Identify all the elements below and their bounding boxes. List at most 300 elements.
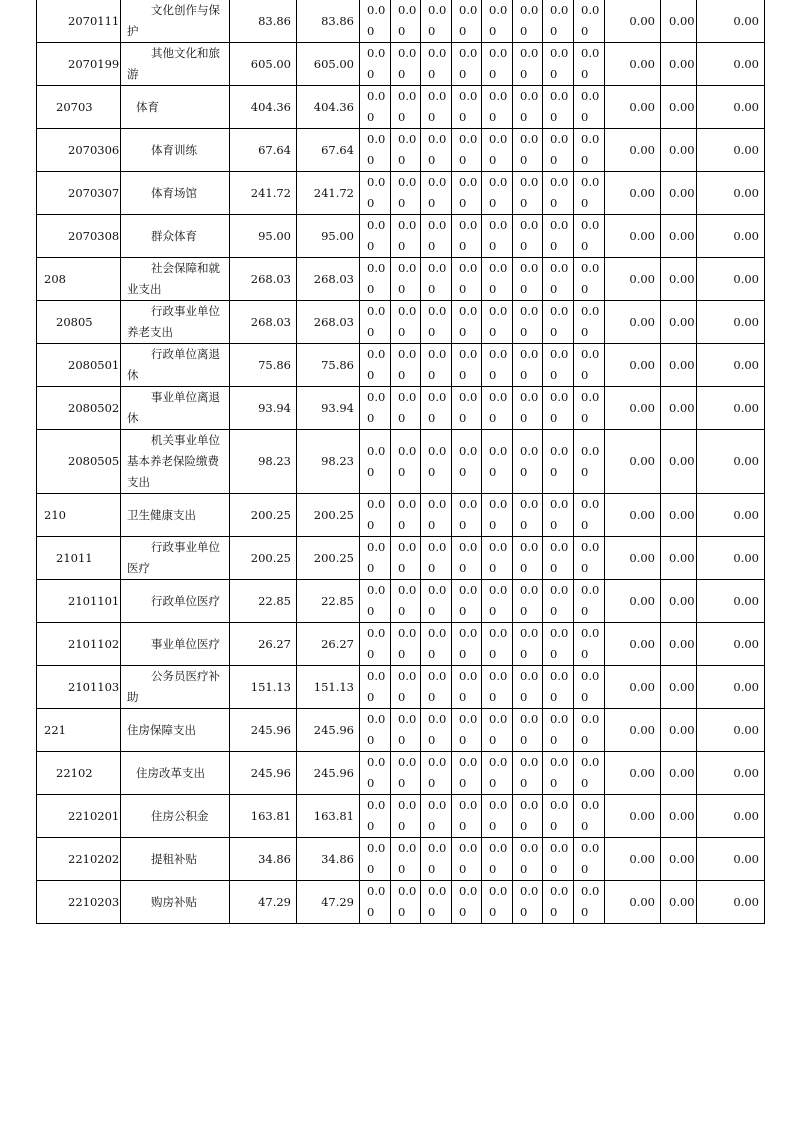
- row-basic: 404.36: [297, 86, 360, 129]
- zero-cell: 0.00: [452, 344, 482, 387]
- row-name: 行政单位医疗: [121, 580, 230, 623]
- row-total: 245.96: [230, 709, 297, 752]
- zero-cell: 0.00: [661, 580, 697, 623]
- zero-cell: 0.00: [574, 430, 605, 494]
- zero-cell: 0.00: [697, 43, 765, 86]
- zero-cell: 0.00: [452, 215, 482, 258]
- row-total: 47.29: [230, 881, 297, 924]
- row-basic: 93.94: [297, 387, 360, 430]
- row-code: 20703: [37, 86, 121, 129]
- zero-cell: 0.00: [391, 838, 421, 881]
- zero-cell: 0.00: [574, 537, 605, 580]
- row-name-text: 机关事业单位基本养老保险缴费支出: [127, 433, 220, 489]
- zero-cell: 0.00: [574, 258, 605, 301]
- zero-cell: 0.00: [574, 881, 605, 924]
- zero-cell: 0.00: [513, 86, 543, 129]
- row-total: 404.36: [230, 86, 297, 129]
- zero-cell: 0.00: [482, 752, 513, 795]
- zero-cell: 0.00: [452, 881, 482, 924]
- zero-cell: 0.00: [605, 301, 661, 344]
- row-basic: 83.86: [297, 0, 360, 43]
- zero-cell: 0.00: [697, 537, 765, 580]
- zero-cell: 0.00: [513, 0, 543, 43]
- row-basic: 47.29: [297, 881, 360, 924]
- zero-cell: 0.00: [360, 258, 391, 301]
- zero-cell: 0.00: [513, 795, 543, 838]
- zero-cell: 0.00: [605, 537, 661, 580]
- table-row: [37, 387, 765, 430]
- zero-cell: 0.00: [482, 215, 513, 258]
- zero-cell: 0.00: [605, 387, 661, 430]
- zero-cell: 0.00: [360, 666, 391, 709]
- table-row: [37, 0, 765, 43]
- table-row: [37, 881, 765, 924]
- zero-cell: 0.00: [543, 580, 574, 623]
- zero-cell: 0.00: [513, 881, 543, 924]
- zero-cell: 0.00: [391, 0, 421, 43]
- table-row: [37, 301, 765, 344]
- zero-cell: 0.00: [421, 430, 452, 494]
- zero-cell: 0.00: [452, 430, 482, 494]
- zero-cell: 0.00: [513, 623, 543, 666]
- row-basic: 245.96: [297, 709, 360, 752]
- zero-cell: 0.00: [661, 301, 697, 344]
- zero-cell: 0.00: [482, 86, 513, 129]
- zero-cell: 0.00: [482, 129, 513, 172]
- row-total: 95.00: [230, 215, 297, 258]
- zero-cell: 0.00: [360, 43, 391, 86]
- zero-cell: 0.00: [513, 580, 543, 623]
- zero-cell: 0.00: [452, 43, 482, 86]
- zero-cell: 0.00: [574, 86, 605, 129]
- zero-cell: 0.00: [574, 344, 605, 387]
- zero-cell: 0.00: [661, 344, 697, 387]
- zero-cell: 0.00: [513, 387, 543, 430]
- table-row: [37, 795, 765, 838]
- zero-cell: 0.00: [605, 86, 661, 129]
- zero-cell: 0.00: [697, 709, 765, 752]
- table-row: [37, 129, 765, 172]
- zero-cell: 0.00: [697, 301, 765, 344]
- zero-cell: 0.00: [482, 494, 513, 537]
- zero-cell: 0.00: [421, 623, 452, 666]
- zero-cell: 0.00: [543, 258, 574, 301]
- zero-cell: 0.00: [421, 537, 452, 580]
- zero-cell: 0.00: [574, 752, 605, 795]
- zero-cell: 0.00: [574, 215, 605, 258]
- zero-cell: 0.00: [697, 666, 765, 709]
- zero-cell: 0.00: [391, 172, 421, 215]
- zero-cell: 0.00: [661, 666, 697, 709]
- zero-cell: 0.00: [574, 623, 605, 666]
- zero-cell: 0.00: [513, 537, 543, 580]
- zero-cell: 0.00: [452, 795, 482, 838]
- zero-cell: 0.00: [574, 172, 605, 215]
- zero-cell: 0.00: [697, 795, 765, 838]
- zero-cell: 0.00: [697, 623, 765, 666]
- zero-cell: 0.00: [661, 258, 697, 301]
- zero-cell: 0.00: [360, 494, 391, 537]
- table-body: [37, 0, 765, 924]
- row-name: [121, 666, 230, 709]
- zero-cell: 0.00: [421, 215, 452, 258]
- zero-cell: 0.00: [605, 129, 661, 172]
- zero-cell: 0.00: [452, 537, 482, 580]
- zero-cell: 0.00: [513, 344, 543, 387]
- row-code: 2210201: [37, 795, 121, 838]
- zero-cell: 0.00: [605, 215, 661, 258]
- row-basic: 22.85: [297, 580, 360, 623]
- row-basic: 95.00: [297, 215, 360, 258]
- row-code: 2101102: [37, 623, 121, 666]
- zero-cell: 0.00: [697, 215, 765, 258]
- zero-cell: 0.00: [574, 795, 605, 838]
- row-total: 163.81: [230, 795, 297, 838]
- zero-cell: 0.00: [391, 494, 421, 537]
- row-name-text: 公务员医疗补助: [127, 669, 220, 704]
- row-name: [121, 258, 230, 301]
- row-code: 2101101: [37, 580, 121, 623]
- row-basic: 268.03: [297, 301, 360, 344]
- table-row: [37, 43, 765, 86]
- table-row: [37, 172, 765, 215]
- row-total: 26.27: [230, 623, 297, 666]
- zero-cell: 0.00: [452, 301, 482, 344]
- table-row: [37, 838, 765, 881]
- table-row: [37, 709, 765, 752]
- zero-cell: 0.00: [513, 43, 543, 86]
- zero-cell: 0.00: [661, 215, 697, 258]
- row-name: [121, 344, 230, 387]
- zero-cell: 0.00: [574, 494, 605, 537]
- zero-cell: 0.00: [421, 795, 452, 838]
- row-name-text: 行政事业单位养老支出: [127, 304, 220, 339]
- zero-cell: 0.00: [543, 795, 574, 838]
- table-row: [37, 666, 765, 709]
- row-basic: 241.72: [297, 172, 360, 215]
- zero-cell: 0.00: [421, 86, 452, 129]
- zero-cell: 0.00: [574, 43, 605, 86]
- zero-cell: 0.00: [543, 172, 574, 215]
- zero-cell: 0.00: [360, 344, 391, 387]
- zero-cell: 0.00: [605, 881, 661, 924]
- zero-cell: 0.00: [605, 494, 661, 537]
- zero-cell: 0.00: [661, 43, 697, 86]
- table-row: [37, 494, 765, 537]
- zero-cell: 0.00: [452, 0, 482, 43]
- zero-cell: 0.00: [513, 215, 543, 258]
- row-total: 200.25: [230, 494, 297, 537]
- zero-cell: 0.00: [360, 580, 391, 623]
- zero-cell: 0.00: [482, 795, 513, 838]
- row-total: 83.86: [230, 0, 297, 43]
- zero-cell: 0.00: [605, 623, 661, 666]
- zero-cell: 0.00: [391, 215, 421, 258]
- row-code: 2210202: [37, 838, 121, 881]
- zero-cell: 0.00: [697, 881, 765, 924]
- zero-cell: 0.00: [482, 580, 513, 623]
- row-total: 34.86: [230, 838, 297, 881]
- row-code: 2080505: [37, 430, 121, 494]
- zero-cell: 0.00: [661, 623, 697, 666]
- zero-cell: 0.00: [391, 752, 421, 795]
- row-total: 268.03: [230, 258, 297, 301]
- row-name: 体育场馆: [121, 172, 230, 215]
- zero-cell: 0.00: [421, 344, 452, 387]
- zero-cell: 0.00: [421, 258, 452, 301]
- table-row: [37, 537, 765, 580]
- zero-cell: 0.00: [661, 752, 697, 795]
- row-code: 20805: [37, 301, 121, 344]
- zero-cell: 0.00: [605, 838, 661, 881]
- row-name: 提租补贴: [121, 838, 230, 881]
- zero-cell: 0.00: [391, 666, 421, 709]
- zero-cell: 0.00: [513, 752, 543, 795]
- zero-cell: 0.00: [697, 258, 765, 301]
- zero-cell: 0.00: [391, 43, 421, 86]
- zero-cell: 0.00: [421, 666, 452, 709]
- zero-cell: 0.00: [421, 387, 452, 430]
- row-name: [121, 430, 230, 494]
- zero-cell: 0.00: [421, 0, 452, 43]
- row-name: [121, 0, 230, 43]
- zero-cell: 0.00: [452, 580, 482, 623]
- row-name: 体育: [121, 86, 230, 129]
- row-name: 群众体育: [121, 215, 230, 258]
- row-code: 2070306: [37, 129, 121, 172]
- zero-cell: 0.00: [421, 129, 452, 172]
- zero-cell: 0.00: [452, 709, 482, 752]
- zero-cell: 0.00: [543, 494, 574, 537]
- zero-cell: 0.00: [452, 838, 482, 881]
- zero-cell: 0.00: [391, 709, 421, 752]
- row-basic: 151.13: [297, 666, 360, 709]
- row-code: 22102: [37, 752, 121, 795]
- zero-cell: 0.00: [513, 430, 543, 494]
- zero-cell: 0.00: [482, 0, 513, 43]
- row-basic: 268.03: [297, 258, 360, 301]
- zero-cell: 0.00: [697, 129, 765, 172]
- zero-cell: 0.00: [391, 430, 421, 494]
- row-code: 2080501: [37, 344, 121, 387]
- zero-cell: 0.00: [391, 580, 421, 623]
- row-code: 221: [37, 709, 121, 752]
- zero-cell: 0.00: [605, 666, 661, 709]
- zero-cell: 0.00: [697, 838, 765, 881]
- zero-cell: 0.00: [482, 301, 513, 344]
- row-code: 208: [37, 258, 121, 301]
- zero-cell: 0.00: [452, 623, 482, 666]
- table-row: [37, 580, 765, 623]
- zero-cell: 0.00: [661, 709, 697, 752]
- zero-cell: 0.00: [482, 172, 513, 215]
- zero-cell: 0.00: [452, 494, 482, 537]
- table-row: [37, 623, 765, 666]
- zero-cell: 0.00: [360, 623, 391, 666]
- row-total: 151.13: [230, 666, 297, 709]
- zero-cell: 0.00: [391, 795, 421, 838]
- row-total: 75.86: [230, 344, 297, 387]
- zero-cell: 0.00: [391, 623, 421, 666]
- zero-cell: 0.00: [543, 430, 574, 494]
- zero-cell: 0.00: [513, 129, 543, 172]
- zero-cell: 0.00: [513, 172, 543, 215]
- row-total: 67.64: [230, 129, 297, 172]
- zero-cell: 0.00: [661, 795, 697, 838]
- row-total: 22.85: [230, 580, 297, 623]
- zero-cell: 0.00: [543, 387, 574, 430]
- row-code: 2080502: [37, 387, 121, 430]
- row-name-text: 其他文化和旅游: [127, 46, 220, 81]
- zero-cell: 0.00: [360, 215, 391, 258]
- zero-cell: 0.00: [482, 666, 513, 709]
- zero-cell: 0.00: [482, 537, 513, 580]
- zero-cell: 0.00: [452, 129, 482, 172]
- zero-cell: 0.00: [360, 301, 391, 344]
- zero-cell: 0.00: [360, 86, 391, 129]
- zero-cell: 0.00: [697, 387, 765, 430]
- zero-cell: 0.00: [661, 537, 697, 580]
- row-total: 245.96: [230, 752, 297, 795]
- zero-cell: 0.00: [605, 258, 661, 301]
- row-code: 2070307: [37, 172, 121, 215]
- row-basic: 245.96: [297, 752, 360, 795]
- row-name: [121, 43, 230, 86]
- zero-cell: 0.00: [482, 258, 513, 301]
- zero-cell: 0.00: [543, 752, 574, 795]
- zero-cell: 0.00: [360, 881, 391, 924]
- row-total: 200.25: [230, 537, 297, 580]
- row-total: 605.00: [230, 43, 297, 86]
- zero-cell: 0.00: [360, 0, 391, 43]
- zero-cell: 0.00: [574, 129, 605, 172]
- zero-cell: 0.00: [605, 0, 661, 43]
- zero-cell: 0.00: [661, 172, 697, 215]
- zero-cell: 0.00: [661, 838, 697, 881]
- row-name-text: 社会保障和就业支出: [127, 261, 220, 296]
- zero-cell: 0.00: [543, 43, 574, 86]
- zero-cell: 0.00: [574, 709, 605, 752]
- row-name: 购房补贴: [121, 881, 230, 924]
- row-basic: 26.27: [297, 623, 360, 666]
- zero-cell: 0.00: [513, 838, 543, 881]
- zero-cell: 0.00: [605, 172, 661, 215]
- zero-cell: 0.00: [391, 86, 421, 129]
- zero-cell: 0.00: [697, 494, 765, 537]
- zero-cell: 0.00: [360, 838, 391, 881]
- zero-cell: 0.00: [360, 172, 391, 215]
- zero-cell: 0.00: [482, 387, 513, 430]
- zero-cell: 0.00: [543, 86, 574, 129]
- row-total: 93.94: [230, 387, 297, 430]
- zero-cell: 0.00: [452, 86, 482, 129]
- zero-cell: 0.00: [543, 881, 574, 924]
- row-name: 住房改革支出: [121, 752, 230, 795]
- zero-cell: 0.00: [513, 709, 543, 752]
- zero-cell: 0.00: [391, 344, 421, 387]
- table-row: [37, 752, 765, 795]
- zero-cell: 0.00: [661, 430, 697, 494]
- zero-cell: 0.00: [574, 666, 605, 709]
- row-basic: 605.00: [297, 43, 360, 86]
- zero-cell: 0.00: [543, 623, 574, 666]
- zero-cell: 0.00: [391, 537, 421, 580]
- zero-cell: 0.00: [391, 301, 421, 344]
- table-row: [37, 215, 765, 258]
- zero-cell: 0.00: [513, 258, 543, 301]
- zero-cell: 0.00: [574, 580, 605, 623]
- zero-cell: 0.00: [513, 301, 543, 344]
- zero-cell: 0.00: [543, 129, 574, 172]
- row-basic: 200.25: [297, 494, 360, 537]
- zero-cell: 0.00: [421, 580, 452, 623]
- row-name: 住房保障支出: [121, 709, 230, 752]
- zero-cell: 0.00: [574, 838, 605, 881]
- zero-cell: 0.00: [661, 86, 697, 129]
- zero-cell: 0.00: [452, 752, 482, 795]
- zero-cell: 0.00: [360, 709, 391, 752]
- zero-cell: 0.00: [482, 838, 513, 881]
- zero-cell: 0.00: [452, 387, 482, 430]
- row-name: 体育训练: [121, 129, 230, 172]
- zero-cell: 0.00: [697, 752, 765, 795]
- zero-cell: 0.00: [421, 43, 452, 86]
- zero-cell: 0.00: [452, 666, 482, 709]
- row-name: 事业单位医疗: [121, 623, 230, 666]
- row-name-text: 文化创作与保护: [127, 3, 220, 38]
- row-code: 2070199: [37, 43, 121, 86]
- row-name: 卫生健康支出: [121, 494, 230, 537]
- zero-cell: 0.00: [605, 709, 661, 752]
- zero-cell: 0.00: [513, 666, 543, 709]
- zero-cell: 0.00: [543, 666, 574, 709]
- zero-cell: 0.00: [605, 430, 661, 494]
- zero-cell: 0.00: [697, 580, 765, 623]
- row-code: 21011: [37, 537, 121, 580]
- row-name-text: 行政单位离退休: [127, 347, 220, 382]
- row-total: 241.72: [230, 172, 297, 215]
- table-row: [37, 430, 765, 494]
- zero-cell: 0.00: [482, 881, 513, 924]
- zero-cell: 0.00: [697, 86, 765, 129]
- zero-cell: 0.00: [661, 129, 697, 172]
- table-row: [37, 86, 765, 129]
- zero-cell: 0.00: [543, 838, 574, 881]
- zero-cell: 0.00: [661, 881, 697, 924]
- row-total: 98.23: [230, 430, 297, 494]
- row-code: 210: [37, 494, 121, 537]
- table-row: [37, 344, 765, 387]
- zero-cell: 0.00: [421, 881, 452, 924]
- zero-cell: 0.00: [697, 0, 765, 43]
- zero-cell: 0.00: [421, 752, 452, 795]
- zero-cell: 0.00: [482, 344, 513, 387]
- table-row: [37, 258, 765, 301]
- row-name: [121, 387, 230, 430]
- budget-table: [36, 0, 765, 924]
- zero-cell: 0.00: [482, 709, 513, 752]
- zero-cell: 0.00: [391, 129, 421, 172]
- zero-cell: 0.00: [574, 0, 605, 43]
- row-basic: 34.86: [297, 838, 360, 881]
- zero-cell: 0.00: [452, 258, 482, 301]
- zero-cell: 0.00: [360, 752, 391, 795]
- zero-cell: 0.00: [360, 387, 391, 430]
- row-name: [121, 537, 230, 580]
- zero-cell: 0.00: [543, 0, 574, 43]
- row-basic: 200.25: [297, 537, 360, 580]
- zero-cell: 0.00: [661, 0, 697, 43]
